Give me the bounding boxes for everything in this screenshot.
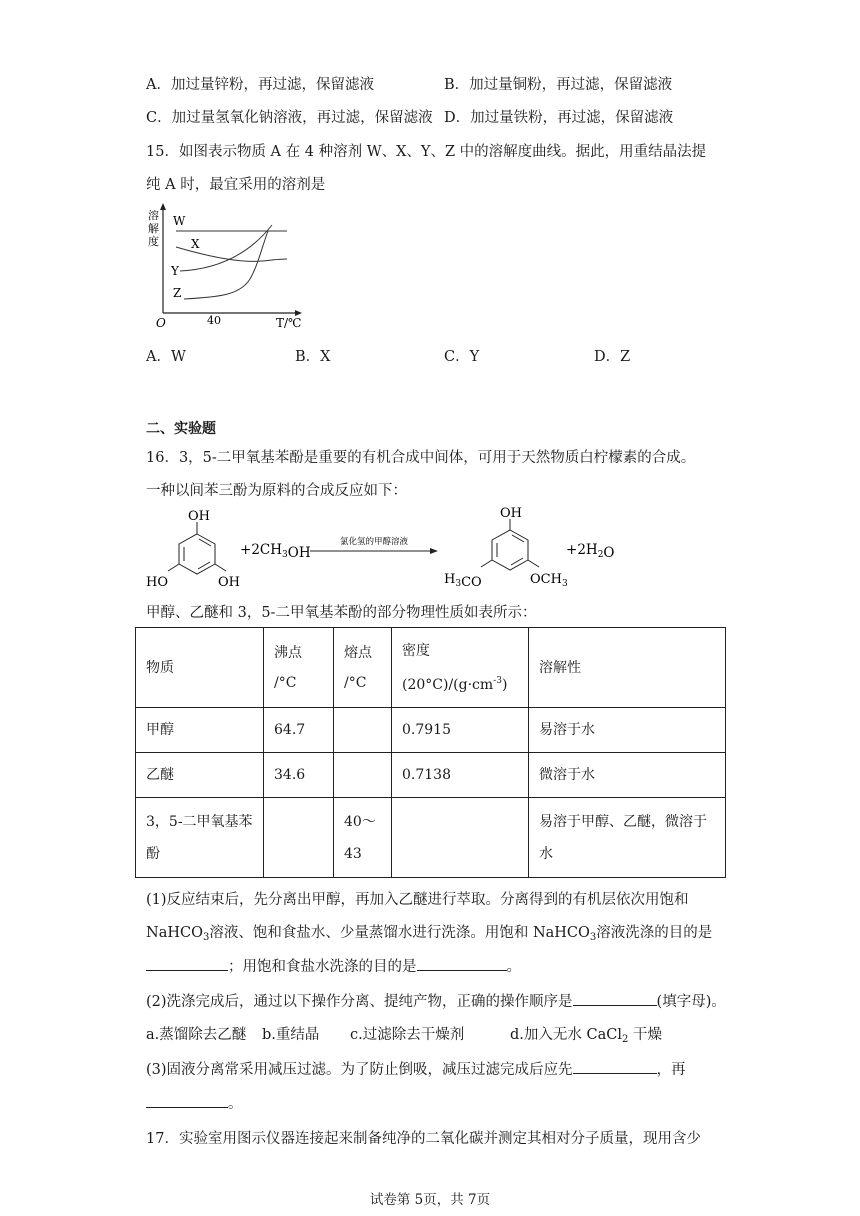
answer-blank-3[interactable] xyxy=(573,991,657,1006)
q16-part3-line1 xyxy=(146,1058,686,1079)
q15-option-d: D．Z xyxy=(594,349,631,365)
graph-y-arrow xyxy=(160,203,166,210)
answer-blank-1[interactable] xyxy=(146,956,228,971)
cell: 甲醇 xyxy=(136,708,264,753)
period: 。 xyxy=(506,959,521,975)
section-title: 二、实验题 xyxy=(146,421,216,437)
product-oh-top: OH xyxy=(500,506,522,521)
table-intro: 甲醇、乙醚和 3，5-二甲氧基苯酚的部分物理性质如表所示： xyxy=(146,605,537,621)
q16-part3-line2 xyxy=(146,1092,243,1113)
cell xyxy=(264,798,334,878)
cell: 微溶于水 xyxy=(529,753,726,798)
cell: 乙醚 xyxy=(136,753,264,798)
q14-option-a: A．加过量锌粉，再过滤，保留滤液 xyxy=(146,77,374,93)
cell xyxy=(392,798,529,878)
cell: 易溶于甲醇、乙醚，微溶于水 xyxy=(529,798,726,878)
cell: 0.7915 xyxy=(392,708,529,753)
header-melting: 熔点 /°C xyxy=(334,628,392,708)
q17-stem-line1: 17．实验室用图示仪器连接起来制备纯净的二氧化碳并测定其相对分子质量，现用含少 xyxy=(146,1131,701,1147)
q16-part3-text: (3)固液分离常采用减压过滤。为了防止倒吸，减压过滤完成后应先 xyxy=(146,1062,573,1078)
header-density: 密度 $(20^\circ C)/(g\cdot cm^{-3})$ xyxy=(392,628,529,708)
q15-option-b: B．X xyxy=(295,349,331,365)
q15-option-c: C．Y xyxy=(444,349,480,365)
q16-part1-line3-text: ；用饱和食盐水洗涤的目的是 xyxy=(228,959,417,975)
reactant-structure xyxy=(146,509,240,590)
graph-xtick-40: 40 xyxy=(207,314,221,327)
q16-part2-line1 xyxy=(146,990,726,1011)
q16-part3-mid: ，再 xyxy=(656,1062,686,1078)
answer-blank-2[interactable] xyxy=(417,956,507,971)
table-row xyxy=(136,798,726,878)
properties-table xyxy=(135,627,726,878)
reactant-oh-right: OH xyxy=(218,575,240,590)
header-boiling: 沸点 /°C xyxy=(264,628,334,708)
solubility-graph xyxy=(140,203,315,333)
q15-stem-line1: 15．如图表示物质 A 在 4 种溶剂 W、X、Y、Z 中的溶解度曲线。据此，用重结晶法提 xyxy=(146,144,707,160)
product-structure xyxy=(444,506,568,590)
curve-label-w: W xyxy=(173,214,186,228)
reactant-ho-left: HO xyxy=(146,575,168,590)
cell: 0.7138 xyxy=(392,753,529,798)
answer-blank-4[interactable] xyxy=(573,1059,657,1074)
reaction-arrowhead xyxy=(430,548,438,554)
page-footer: 试卷第 5页，共 7页 xyxy=(369,1192,491,1208)
q16-part2-option-b: b.重结晶 xyxy=(262,1027,320,1043)
header-solubility: 溶解性 xyxy=(529,628,726,708)
q16-part2-fill: (填字母)。 xyxy=(656,994,726,1010)
q14-option-b: B．加过量铜粉，再过滤，保留滤液 xyxy=(444,77,673,93)
cell: 40～43 xyxy=(334,798,392,878)
q16-part2-option-c: c.过滤除去干燥剂 xyxy=(350,1027,465,1043)
q16-stem-line1: 16．3，5-二甲氧基苯酚是重要的有机合成中间体，可用于天然物质白柠檬素的合成。 xyxy=(146,450,696,466)
cell: 易溶于水 xyxy=(529,708,726,753)
q14-option-c: C．加过量氢氧化钠溶液，再过滤，保留滤液 xyxy=(146,110,433,126)
byproduct-text: $+2H_2O$ xyxy=(566,542,615,561)
product-och3-right: $OCH_3$ xyxy=(530,572,568,589)
header-substance: 物质 xyxy=(136,628,264,708)
cell: 64.7 xyxy=(264,708,334,753)
table-row xyxy=(136,753,726,798)
q16-part1-line3 xyxy=(146,955,521,976)
graph-xlabel: T/℃ xyxy=(276,316,302,330)
reaction-scheme xyxy=(140,504,620,594)
q14-option-d: D．加过量铁粉，再过滤，保留滤液 xyxy=(444,110,674,126)
cell xyxy=(334,708,392,753)
answer-blank-5[interactable] xyxy=(146,1093,228,1108)
product-h3co-left: $H_3CO$ xyxy=(444,572,482,590)
reagent-text: $+2CH_3OH$ xyxy=(240,542,311,561)
curve-label-y: Y xyxy=(171,264,179,278)
q16-stem-line2: 一种以间苯三酚为原料的合成反应如下： xyxy=(146,483,407,499)
reactant-oh-top: OH xyxy=(188,509,210,524)
table-header-row xyxy=(136,628,726,708)
graph-origin: O xyxy=(156,316,166,330)
q16-part2-option-d: d.加入无水 CaCl$_2$ 干燥 xyxy=(510,1027,662,1045)
q15-stem-line2: 纯 A 时，最宜采用的溶剂是 xyxy=(146,177,326,193)
curve-label-x: X xyxy=(191,237,200,251)
graph-ylabel: 溶解度 xyxy=(148,209,159,248)
q16-part1-line1: (1)反应结束后，先分离出甲醇，再加入乙醚进行萃取。分离得到的有机层依次用饱和 xyxy=(146,892,689,908)
cell xyxy=(334,753,392,798)
q16-part1-line2: NaHCO$_3$溶液、饱和食盐水、少量蒸馏水进行洗涤。用饱和 NaHCO$_3$溶液洗涤的目的是 xyxy=(146,925,713,943)
reaction-condition: 氯化氢的甲醇溶液 xyxy=(340,537,409,547)
period: 。 xyxy=(228,1096,243,1112)
table-row xyxy=(136,708,726,753)
q16-part2-option-a: a.蒸馏除去乙醚 xyxy=(146,1027,247,1043)
q16-part2-text: (2)洗涤完成后，通过以下操作分离、提纯产物，正确的操作顺序是 xyxy=(146,994,573,1010)
q15-option-a: A．W xyxy=(146,349,186,365)
curve-label-z: Z xyxy=(173,286,182,300)
cell: 3，5-二甲氧基苯酚 xyxy=(136,798,264,878)
cell: 34.6 xyxy=(264,753,334,798)
